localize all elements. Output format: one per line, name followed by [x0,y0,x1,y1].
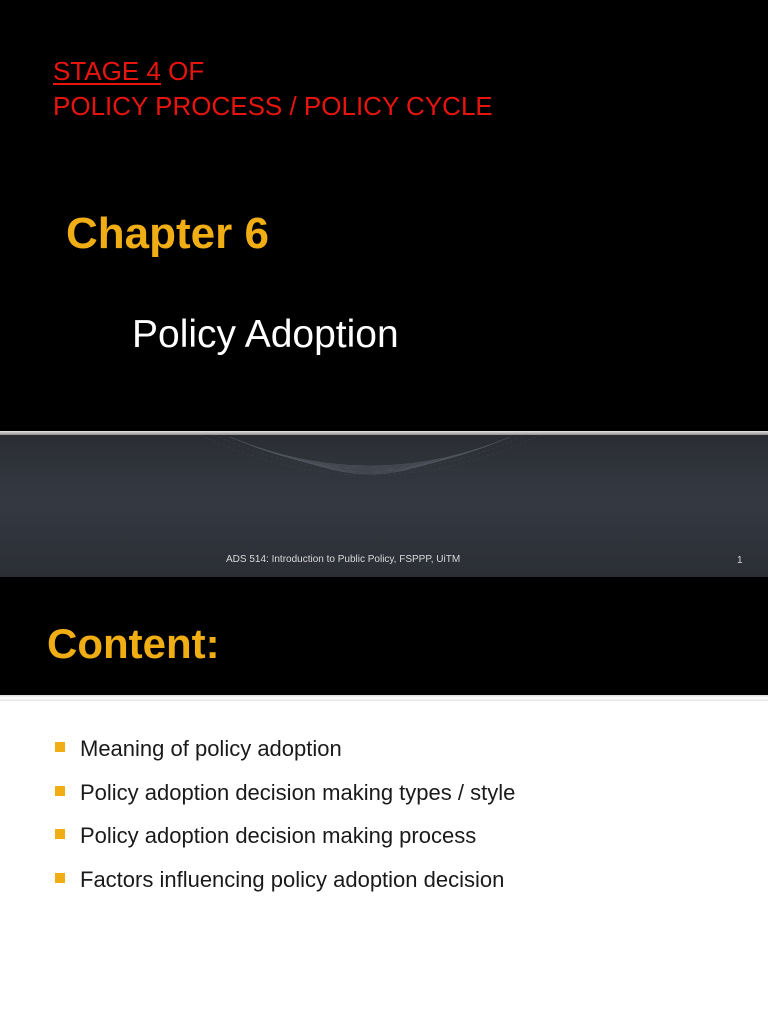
content-title: Content: [47,620,220,667]
square-bullet-icon [55,829,65,839]
bullet-text: Policy adoption decision making process [80,823,477,849]
bullet-item [55,779,515,823]
slide-number: 1 [737,555,743,566]
chapter-title: Chapter 6 [66,209,269,258]
bullet-item [55,822,515,866]
slide-footer: ADS 514: Introduction to Public Policy, FSPPP, UiTM [226,554,461,565]
bullet-item [55,735,515,779]
chapter-subtitle: Policy Adoption [132,313,399,356]
bullet-item [55,866,515,910]
bullet-text: Policy adoption decision making types / style [80,779,516,805]
stage-heading-line-1 [53,54,493,89]
content-bullet-list [55,735,515,910]
stage-heading [53,54,493,124]
stage-label-underlined: STAGE 4 [53,56,161,86]
square-bullet-icon [55,742,65,752]
stage-heading-line-2: POLICY PROCESS / POLICY CYCLE [53,91,493,121]
bullet-text: Meaning of policy adoption [80,736,342,761]
stage-label-rest: OF [160,56,205,86]
square-bullet-icon [55,873,65,883]
bullet-text: Factors influencing policy adoption decision [80,867,505,893]
square-bullet-icon [55,786,65,796]
